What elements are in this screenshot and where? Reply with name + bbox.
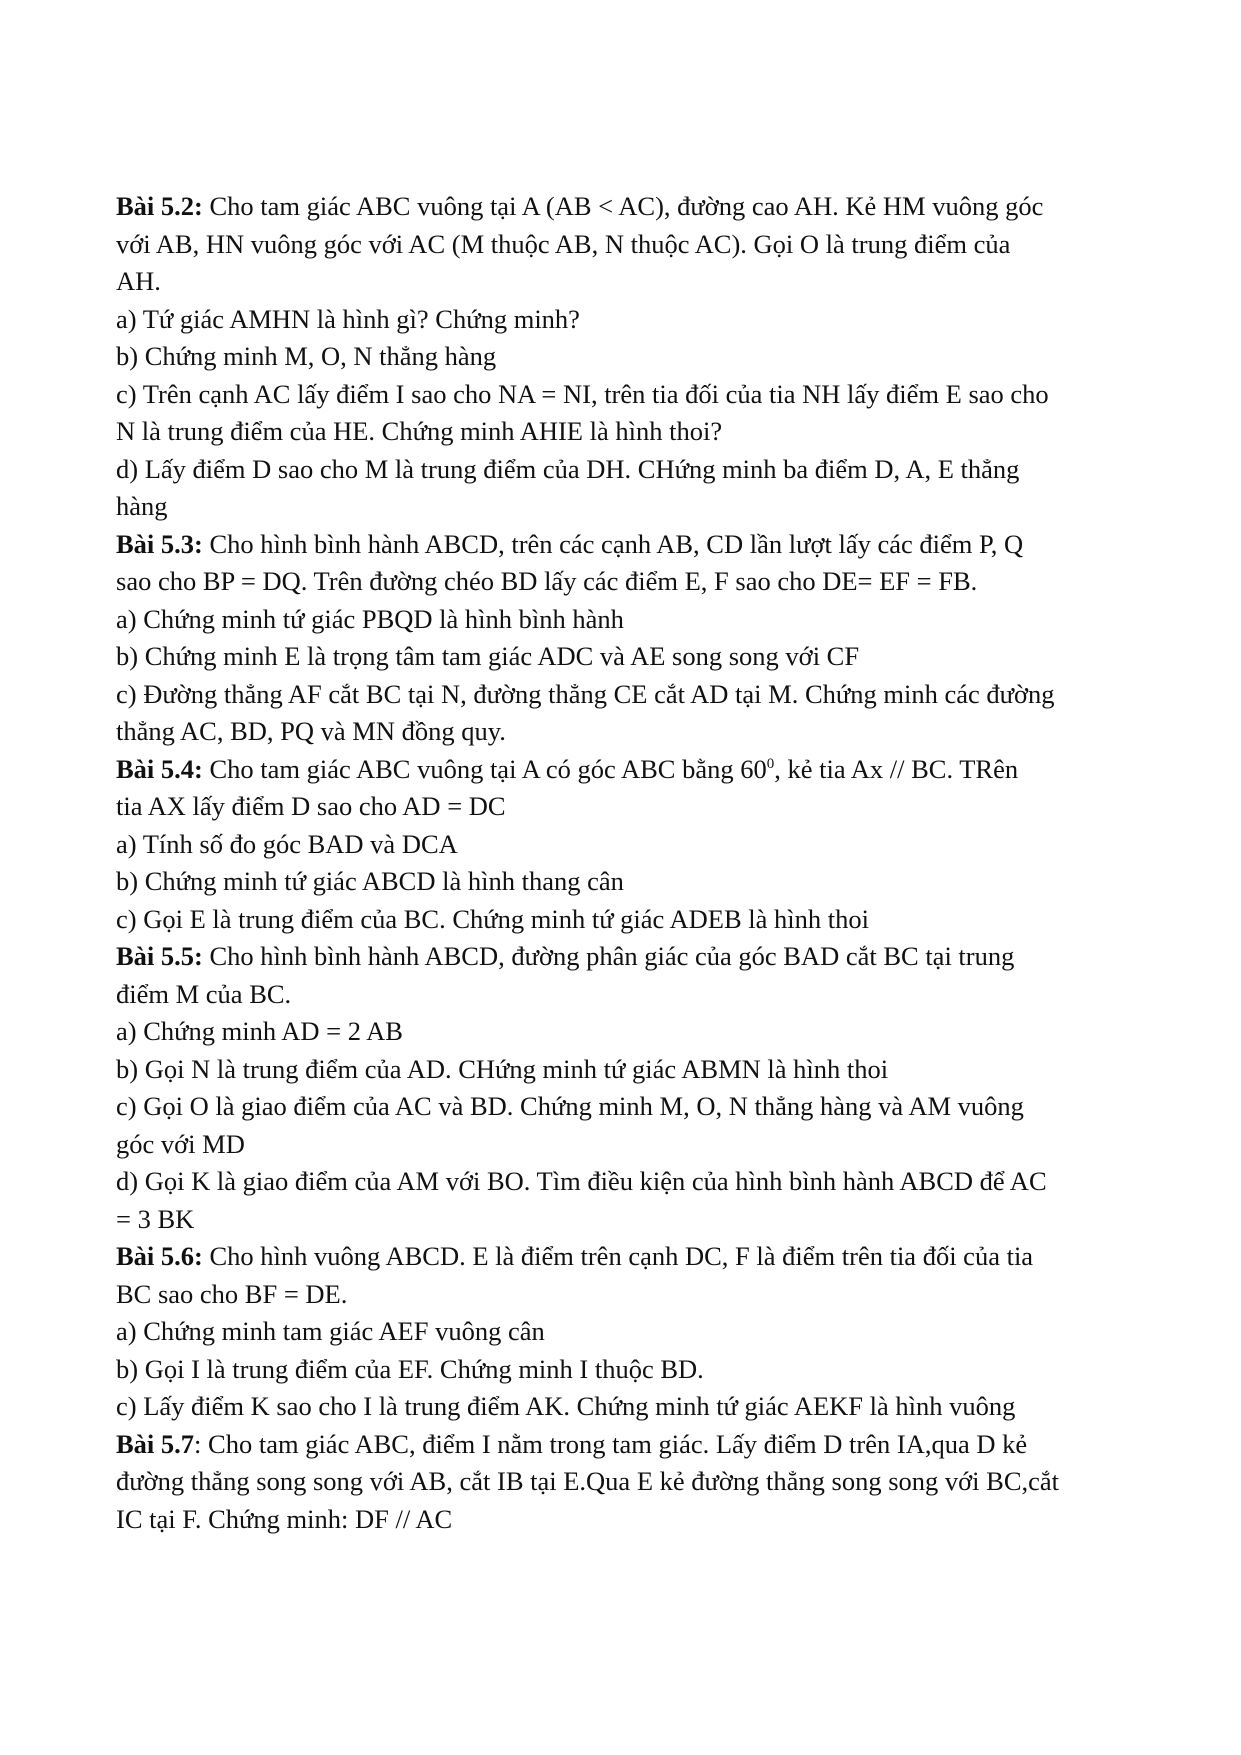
problem-intro-line: điểm M của BC.	[116, 978, 292, 1009]
problem-part-line: c) Lấy điểm K sao cho I là trung điểm AK. Chứng minh tứ giác AEKF là hình vuông	[116, 1391, 1016, 1421]
problem-5-6	[116, 1238, 1132, 1426]
problem-intro-line: đường thẳng song song với AB, cắt IB tại E.Qua E kẻ đường thẳng song song với BC,cắt	[116, 1466, 1060, 1496]
problem-part-line: b) Gọi N là trung điểm của AD. CHứng minh tứ giác ABMN là hình thoi	[116, 1053, 889, 1084]
problem-intro-line	[116, 526, 1132, 564]
problem-5-3	[116, 526, 1132, 751]
problem-part-line: N là trung điểm của HE. Chứng minh AHIE là hình thoi?	[116, 416, 723, 446]
problem-part-line: c) Trên cạnh AC lấy điểm I sao cho NA = NI, trên tia đối của tia NH lấy điểm E sao cho	[116, 378, 1049, 409]
problem-label: Bài 5.3:	[116, 528, 203, 559]
problem-part-line: b) Gọi I là trung điểm của EF. Chứng minh I thuộc BD.	[116, 1353, 704, 1384]
problem-intro-line: tia AX lấy điểm D sao cho AD = DC	[116, 791, 506, 821]
problem-text: Cho hình vuông ABCD. E là điểm trên cạnh DC, F là điểm trên tia đối của tia	[202, 1241, 1034, 1271]
problem-text: Cho tam giác ABC vuông tại A (AB < AC), đường cao AH. Kẻ HM vuông góc	[202, 191, 1044, 221]
problem-part-line: hàng	[116, 491, 168, 521]
problem-part-line: góc với MD	[116, 1128, 245, 1159]
problem-5-7	[116, 1426, 1132, 1539]
problem-label: Bài 5.4:	[116, 753, 203, 784]
problem-text: Cho tam giác ABC vuông tại A có góc ABC bằng 60	[202, 753, 767, 784]
document-page	[116, 188, 1132, 1538]
problem-part-line: a) Tứ giác AMHN là hình gì? Chứng minh?	[116, 303, 580, 334]
problem-text: Cho hình bình hành ABCD, đường phân giác của góc BAD cắt BC tại trung	[202, 941, 1015, 971]
problem-intro-line: AH.	[116, 266, 161, 296]
problem-intro-line: sao cho BP = DQ. Trên đường chéo BD lấy các điểm E, F sao cho DE= EF = FB.	[116, 566, 978, 596]
problem-intro-line: với AB, HN vuông góc với AC (M thuộc AB, N thuộc AC). Gọi O là trung điểm của	[116, 228, 1011, 259]
problem-part-line: thẳng AC, BD, PQ và MN đồng quy.	[116, 716, 506, 746]
problem-text: , kẻ tia Ax // BC. TRên	[774, 753, 1019, 784]
problem-intro-line	[116, 1238, 1132, 1276]
problem-intro-line	[116, 1426, 1132, 1464]
problem-label: Bài 5.7	[116, 1428, 195, 1459]
problem-text: : Cho tam giác ABC, điểm I nằm trong tam giác. Lấy điểm D trên IA,qua D kẻ	[194, 1428, 1028, 1459]
problem-5-2	[116, 188, 1132, 526]
problem-part-line: = 3 BK	[116, 1203, 195, 1234]
problem-label: Bài 5.2:	[116, 191, 203, 221]
problem-intro-line	[116, 751, 1132, 789]
problem-5-4	[116, 751, 1132, 939]
problem-part-line: b) Chứng minh E là trọng tâm tam giác ADC và AE song song với CF	[116, 641, 860, 671]
problem-5-5	[116, 938, 1132, 1238]
problem-part-line: a) Tính số đo góc BAD và DCA	[116, 828, 458, 859]
problem-part-line: d) Gọi K là giao điểm của AM với BO. Tìm điều kiện của hình bình hành ABCD để AC	[116, 1166, 1047, 1196]
problem-part-line: c) Gọi O là giao điểm của AC và BD. Chứng minh M, O, N thẳng hàng và AM vuông	[116, 1091, 1024, 1121]
problem-text: Cho hình bình hành ABCD, trên các cạnh AB, CD lần lượt lấy các điểm P, Q	[202, 528, 1024, 559]
problem-part-line: b) Chứng minh M, O, N thẳng hàng	[116, 341, 497, 371]
problem-part-line: d) Lấy điểm D sao cho M là trung điểm của DH. CHứng minh ba điểm D, A, E thẳng	[116, 453, 1020, 484]
problem-label: Bài 5.5:	[116, 941, 203, 971]
problem-intro-line: IC tại F. Chứng minh: DF // AC	[116, 1503, 453, 1534]
problem-part-line: c) Gọi E là trung điểm của BC. Chứng minh tứ giác ADEB là hình thoi	[116, 903, 869, 934]
problem-intro-line	[116, 188, 1132, 226]
problem-part-line: b) Chứng minh tứ giác ABCD là hình thang cân	[116, 866, 624, 896]
problem-part-line: a) Chứng minh AD = 2 AB	[116, 1016, 403, 1046]
problem-part-line: a) Chứng minh tam giác AEF vuông cân	[116, 1316, 545, 1346]
problem-label: Bài 5.6:	[116, 1241, 203, 1271]
problem-intro-line: BC sao cho BF = DE.	[116, 1278, 348, 1309]
degree-superscript: 0	[766, 755, 775, 772]
problem-part-line: a) Chứng minh tứ giác PBQD là hình bình hành	[116, 603, 624, 634]
problem-part-line: c) Đường thẳng AF cắt BC tại N, đường thẳng CE cắt AD tại M. Chứng minh các đường	[116, 678, 1055, 709]
problem-intro-line	[116, 938, 1132, 976]
